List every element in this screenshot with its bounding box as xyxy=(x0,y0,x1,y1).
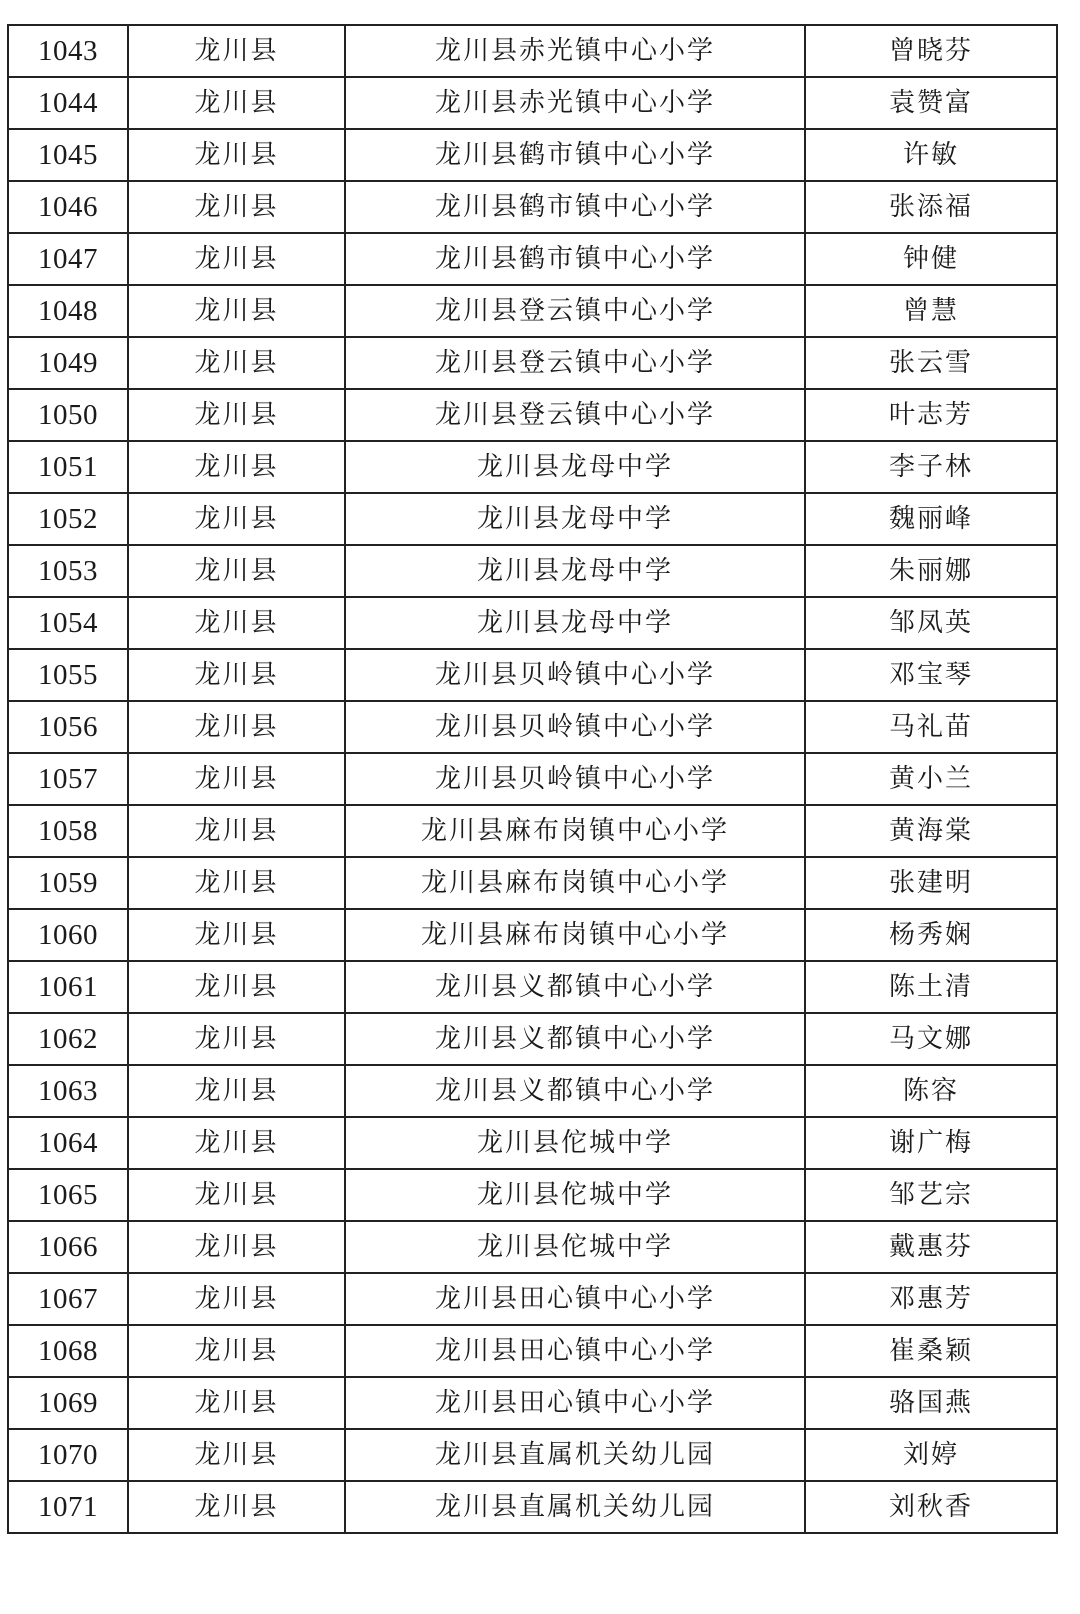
school-cell: 龙川县鹤市镇中心小学 xyxy=(345,233,805,285)
serial-number-cell: 1065 xyxy=(8,1169,128,1221)
county-cell: 龙川县 xyxy=(128,77,345,129)
serial-number-cell: 1045 xyxy=(8,129,128,181)
person-name-cell: 黄海棠 xyxy=(805,805,1057,857)
table-row xyxy=(8,1273,1057,1325)
serial-number-cell: 1056 xyxy=(8,701,128,753)
serial-number-cell: 1071 xyxy=(8,1481,128,1533)
table-row xyxy=(8,441,1057,493)
person-name-cell: 曾慧 xyxy=(805,285,1057,337)
serial-number-cell: 1048 xyxy=(8,285,128,337)
table-row xyxy=(8,25,1057,77)
person-name-cell: 陈容 xyxy=(805,1065,1057,1117)
person-name-cell: 叶志芳 xyxy=(805,389,1057,441)
serial-number-cell: 1046 xyxy=(8,181,128,233)
person-name-cell: 李子林 xyxy=(805,441,1057,493)
serial-number-cell: 1060 xyxy=(8,909,128,961)
school-cell: 龙川县鹤市镇中心小学 xyxy=(345,181,805,233)
county-cell: 龙川县 xyxy=(128,493,345,545)
serial-number-cell: 1052 xyxy=(8,493,128,545)
county-cell: 龙川县 xyxy=(128,961,345,1013)
school-cell: 龙川县田心镇中心小学 xyxy=(345,1325,805,1377)
county-cell: 龙川县 xyxy=(128,1221,345,1273)
serial-number-cell: 1059 xyxy=(8,857,128,909)
person-name-cell: 邓宝琴 xyxy=(805,649,1057,701)
school-cell: 龙川县佗城中学 xyxy=(345,1117,805,1169)
table-row xyxy=(8,1221,1057,1273)
school-cell: 龙川县佗城中学 xyxy=(345,1169,805,1221)
county-cell: 龙川县 xyxy=(128,181,345,233)
table-row xyxy=(8,1325,1057,1377)
school-cell: 龙川县直属机关幼儿园 xyxy=(345,1429,805,1481)
serial-number-cell: 1062 xyxy=(8,1013,128,1065)
school-cell: 龙川县麻布岗镇中心小学 xyxy=(345,805,805,857)
person-name-cell: 朱丽娜 xyxy=(805,545,1057,597)
table-body xyxy=(8,25,1057,1533)
table-row xyxy=(8,285,1057,337)
school-cell: 龙川县直属机关幼儿园 xyxy=(345,1481,805,1533)
person-name-cell: 刘婷 xyxy=(805,1429,1057,1481)
county-cell: 龙川县 xyxy=(128,649,345,701)
school-cell: 龙川县义都镇中心小学 xyxy=(345,1065,805,1117)
table-row xyxy=(8,337,1057,389)
person-name-cell: 崔桑颖 xyxy=(805,1325,1057,1377)
county-cell: 龙川县 xyxy=(128,1065,345,1117)
county-cell: 龙川县 xyxy=(128,701,345,753)
table-row xyxy=(8,1429,1057,1481)
table-row xyxy=(8,649,1057,701)
county-cell: 龙川县 xyxy=(128,1377,345,1429)
table-row xyxy=(8,77,1057,129)
school-cell: 龙川县龙母中学 xyxy=(345,597,805,649)
school-cell: 龙川县佗城中学 xyxy=(345,1221,805,1273)
person-name-cell: 刘秋香 xyxy=(805,1481,1057,1533)
table-row xyxy=(8,805,1057,857)
county-cell: 龙川县 xyxy=(128,805,345,857)
table-row xyxy=(8,753,1057,805)
person-name-cell: 张添福 xyxy=(805,181,1057,233)
school-cell: 龙川县义都镇中心小学 xyxy=(345,961,805,1013)
county-cell: 龙川县 xyxy=(128,129,345,181)
table-row xyxy=(8,701,1057,753)
person-name-cell: 戴惠芬 xyxy=(805,1221,1057,1273)
person-name-cell: 杨秀娴 xyxy=(805,909,1057,961)
person-name-cell: 谢广梅 xyxy=(805,1117,1057,1169)
table-row xyxy=(8,493,1057,545)
county-cell: 龙川县 xyxy=(128,389,345,441)
school-cell: 龙川县田心镇中心小学 xyxy=(345,1273,805,1325)
table-row xyxy=(8,389,1057,441)
table-row xyxy=(8,909,1057,961)
school-cell: 龙川县麻布岗镇中心小学 xyxy=(345,857,805,909)
county-cell: 龙川县 xyxy=(128,1117,345,1169)
serial-number-cell: 1068 xyxy=(8,1325,128,1377)
county-cell: 龙川县 xyxy=(128,337,345,389)
school-cell: 龙川县义都镇中心小学 xyxy=(345,1013,805,1065)
school-cell: 龙川县麻布岗镇中心小学 xyxy=(345,909,805,961)
person-name-cell: 马礼苗 xyxy=(805,701,1057,753)
school-cell: 龙川县登云镇中心小学 xyxy=(345,285,805,337)
school-cell: 龙川县龙母中学 xyxy=(345,545,805,597)
county-cell: 龙川县 xyxy=(128,857,345,909)
county-cell: 龙川县 xyxy=(128,233,345,285)
table-row xyxy=(8,129,1057,181)
person-name-cell: 张建明 xyxy=(805,857,1057,909)
table-row xyxy=(8,1481,1057,1533)
serial-number-cell: 1051 xyxy=(8,441,128,493)
person-name-cell: 骆国燕 xyxy=(805,1377,1057,1429)
school-cell: 龙川县龙母中学 xyxy=(345,441,805,493)
school-cell: 龙川县登云镇中心小学 xyxy=(345,389,805,441)
person-name-cell: 曾晓芬 xyxy=(805,25,1057,77)
person-name-cell: 邹凤英 xyxy=(805,597,1057,649)
serial-number-cell: 1070 xyxy=(8,1429,128,1481)
person-name-cell: 陈土清 xyxy=(805,961,1057,1013)
serial-number-cell: 1050 xyxy=(8,389,128,441)
person-name-cell: 许敏 xyxy=(805,129,1057,181)
serial-number-cell: 1069 xyxy=(8,1377,128,1429)
school-cell: 龙川县赤光镇中心小学 xyxy=(345,25,805,77)
table-row xyxy=(8,545,1057,597)
serial-number-cell: 1058 xyxy=(8,805,128,857)
serial-number-cell: 1047 xyxy=(8,233,128,285)
school-cell: 龙川县龙母中学 xyxy=(345,493,805,545)
table-row xyxy=(8,961,1057,1013)
serial-number-cell: 1055 xyxy=(8,649,128,701)
county-cell: 龙川县 xyxy=(128,753,345,805)
county-cell: 龙川县 xyxy=(128,545,345,597)
school-cell: 龙川县贝岭镇中心小学 xyxy=(345,701,805,753)
county-cell: 龙川县 xyxy=(128,285,345,337)
person-name-cell: 袁赞富 xyxy=(805,77,1057,129)
table-row xyxy=(8,1065,1057,1117)
table-row xyxy=(8,233,1057,285)
table-row xyxy=(8,857,1057,909)
table-row xyxy=(8,1117,1057,1169)
school-cell: 龙川县田心镇中心小学 xyxy=(345,1377,805,1429)
serial-number-cell: 1061 xyxy=(8,961,128,1013)
county-cell: 龙川县 xyxy=(128,1273,345,1325)
county-cell: 龙川县 xyxy=(128,909,345,961)
person-name-cell: 魏丽峰 xyxy=(805,493,1057,545)
county-cell: 龙川县 xyxy=(128,1325,345,1377)
person-name-cell: 黄小兰 xyxy=(805,753,1057,805)
county-cell: 龙川县 xyxy=(128,1169,345,1221)
county-cell: 龙川县 xyxy=(128,1481,345,1533)
school-cell: 龙川县贝岭镇中心小学 xyxy=(345,649,805,701)
person-name-cell: 张云雪 xyxy=(805,337,1057,389)
county-cell: 龙川县 xyxy=(128,441,345,493)
county-cell: 龙川县 xyxy=(128,1013,345,1065)
serial-number-cell: 1044 xyxy=(8,77,128,129)
person-name-cell: 邓惠芳 xyxy=(805,1273,1057,1325)
county-cell: 龙川县 xyxy=(128,25,345,77)
serial-number-cell: 1063 xyxy=(8,1065,128,1117)
school-cell: 龙川县登云镇中心小学 xyxy=(345,337,805,389)
table-row xyxy=(8,1377,1057,1429)
serial-number-cell: 1043 xyxy=(8,25,128,77)
person-name-cell: 马文娜 xyxy=(805,1013,1057,1065)
person-name-cell: 邹艺宗 xyxy=(805,1169,1057,1221)
school-cell: 龙川县贝岭镇中心小学 xyxy=(345,753,805,805)
serial-number-cell: 1049 xyxy=(8,337,128,389)
table-row xyxy=(8,1169,1057,1221)
serial-number-cell: 1053 xyxy=(8,545,128,597)
county-cell: 龙川县 xyxy=(128,1429,345,1481)
serial-number-cell: 1064 xyxy=(8,1117,128,1169)
teacher-list-table xyxy=(7,24,1058,1534)
serial-number-cell: 1066 xyxy=(8,1221,128,1273)
serial-number-cell: 1067 xyxy=(8,1273,128,1325)
serial-number-cell: 1054 xyxy=(8,597,128,649)
county-cell: 龙川县 xyxy=(128,597,345,649)
person-name-cell: 钟健 xyxy=(805,233,1057,285)
school-cell: 龙川县鹤市镇中心小学 xyxy=(345,129,805,181)
table-row xyxy=(8,597,1057,649)
table-row xyxy=(8,1013,1057,1065)
table-row xyxy=(8,181,1057,233)
school-cell: 龙川县赤光镇中心小学 xyxy=(345,77,805,129)
serial-number-cell: 1057 xyxy=(8,753,128,805)
teacher-list-table-container xyxy=(7,24,1056,1534)
